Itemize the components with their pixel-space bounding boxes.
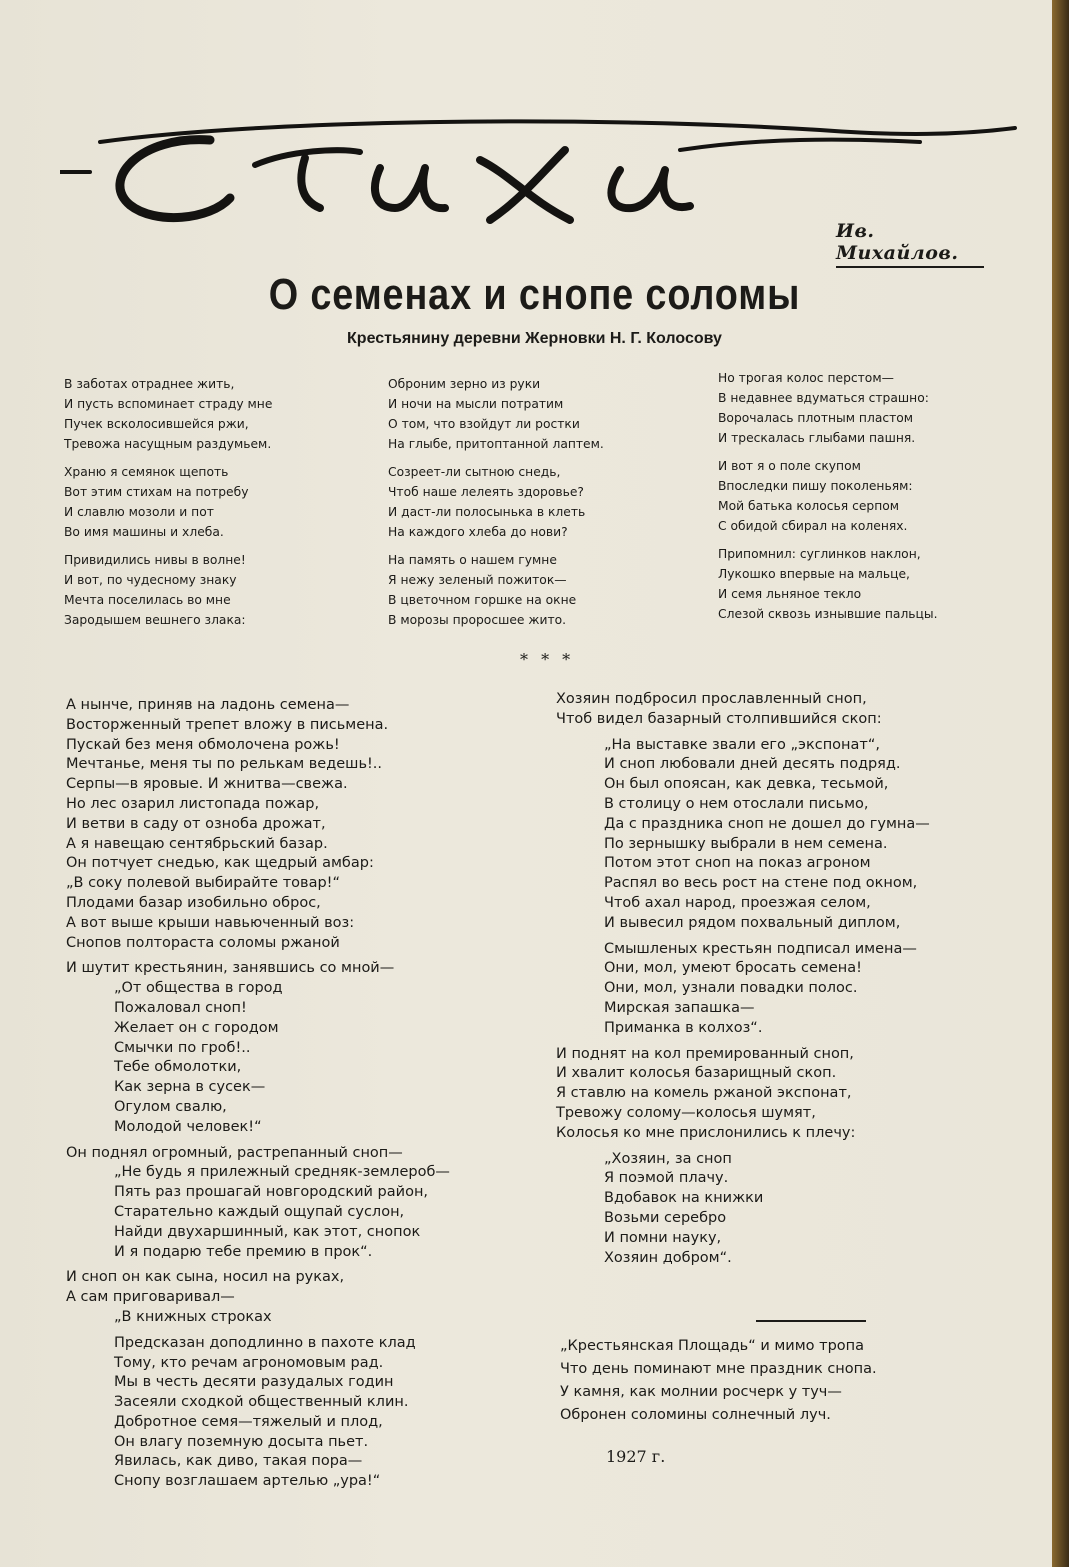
poem-line: Вдобавок на книжки — [604, 1190, 764, 1207]
poem-line: Как зерна в сусек— — [114, 1079, 266, 1096]
poem-line: В морозы проросшее жито. — [388, 613, 567, 627]
poem-line: Хозяин подбросил прославленный сноп, — [556, 691, 867, 707]
stanza — [64, 462, 272, 542]
poem-line: Мирская запашка— — [604, 999, 755, 1016]
poem-line: Пять раз прошагай новгородский район, — [114, 1184, 429, 1201]
poem-line: Лукошко впервые на мальце, — [718, 567, 910, 581]
poem-line: Предсказан доподлинно в пахоте клад — [114, 1334, 416, 1351]
calligraphic-heading — [60, 80, 1020, 240]
page-spine — [1052, 0, 1069, 1567]
poem-line: В столицу о нем отослали письмо, — [604, 795, 869, 812]
poem-line: И трескалась глыбами пашня. — [718, 431, 916, 445]
poem-line: Храню я семянок щепоть — [64, 465, 229, 479]
stanza — [64, 550, 272, 630]
poem-line: Во имя машины и хлеба. — [64, 525, 224, 539]
intro-column-1 — [64, 374, 272, 638]
poem-line: И семя льняное текло — [718, 587, 862, 601]
poem-line: И вот я о поле скупом — [718, 459, 861, 473]
poem-left-column — [66, 696, 450, 1492]
poem-line: И сноп он как сына, носил на руках, — [66, 1269, 345, 1286]
poem-line: Ворочалась плотным пластом — [718, 411, 914, 425]
poem-line: Колосья ко мне прислонились к плечу: — [556, 1124, 856, 1141]
poem-line: И сноп любовали дней десять подряд. — [604, 756, 901, 773]
stanza — [718, 368, 938, 448]
poem-line: У камня, как молнии росчерк у туч— — [560, 1384, 842, 1400]
poem-line: Мой батька колосья серпом — [718, 499, 900, 513]
poem-line: Снопу возглашаем артелью „ура!“ — [114, 1473, 381, 1490]
poem-line: Что день поминают мне праздник снопа. — [560, 1361, 877, 1377]
poem-line: Смычки по гроб!.. — [114, 1039, 251, 1056]
poem-line: Тревожа насущным раздумьем. — [64, 437, 272, 451]
author-name: Ив. Михайлов. — [836, 220, 984, 268]
poem-line: Серпы—в яровые. И жнитва—свежа. — [66, 776, 348, 793]
poem-line: Желает он с городом — [114, 1019, 279, 1036]
poem-line: „Хозяин, за сноп — [604, 1150, 732, 1167]
poem-line: И я подарю тебе премию в прок“. — [114, 1243, 373, 1260]
poem-line: В заботах отраднее жить, — [64, 377, 235, 391]
poem-line: „В соку полевой выбирайте товар!“ — [66, 875, 340, 892]
stanza — [388, 374, 604, 454]
poem-line: Тебе обмолотки, — [114, 1059, 242, 1076]
poem-line: Он потчует снедью, как щедрый амбар: — [66, 855, 374, 872]
poem-line: Плодами базар изобильно оброс, — [66, 894, 321, 911]
poem-line: Мечтанье, меня ты по релькам ведешь!.. — [66, 756, 383, 773]
poem-right-column — [556, 690, 930, 1268]
poem-line: Потом этот сноп на показ агроном — [604, 855, 871, 872]
poem-line: Он поднял огромный, растрепанный сноп— — [66, 1144, 403, 1161]
poem-line: Мы в честь десяти разудалых годин — [114, 1374, 394, 1391]
poem-line: В цветочном горшке на окне — [388, 593, 577, 607]
intro-column-2 — [388, 374, 604, 638]
poem-line: Обронен соломины солнечный луч. — [560, 1407, 831, 1423]
poem-line: Он влагу поземную досыта пьет. — [114, 1433, 369, 1450]
poem-line: Смышленых крестьян подписал имена— — [604, 940, 917, 957]
poem-line: Чтоб ахал народ, проезжая селом, — [604, 894, 871, 911]
poem-year: 1927 г. — [606, 1447, 666, 1466]
poem-line: А вот выше крыши навьюченный воз: — [66, 914, 355, 931]
closing-rule — [756, 1320, 866, 1322]
poem-line: Слезой сквозь изнывшие пальцы. — [718, 607, 938, 621]
poem-line: И даст-ли полосынька в клеть — [388, 505, 586, 519]
poem-line: Мечта поселилась во мне — [64, 593, 231, 607]
poem-line: Засеяли сходкой общественный клин. — [114, 1394, 409, 1411]
poem-line: Я ставлю на комель ржаной экспонат, — [556, 1085, 852, 1102]
poem-closing — [560, 1335, 877, 1427]
poem-line: А сам приговаривал— — [66, 1289, 235, 1306]
poem-line: Он был опоясан, как девка, тесьмой, — [604, 776, 889, 793]
poem-line: Пожаловал сноп! — [114, 999, 247, 1016]
poem-line: Чтоб видел базарный столпившийся скоп: — [556, 710, 882, 727]
poem-title: О семенах и снопе соломы — [268, 270, 801, 319]
section-separator: * * * — [520, 650, 575, 669]
poem-line: „В книжных строках — [114, 1308, 272, 1325]
intro-column-3 — [718, 368, 938, 632]
poem-line: Привидились нивы в волне! — [64, 553, 246, 567]
poem-line: Впоследки пишу поколеньям: — [718, 479, 913, 493]
poem-line: Приманка в колхоз“. — [604, 1019, 763, 1036]
poem-line: Но лес озарил листопада пожар, — [66, 795, 320, 812]
poem-line: Старательно каждый ощупай суслон, — [114, 1203, 405, 1220]
poem-line: Явилась, как диво, такая пора— — [114, 1453, 363, 1470]
poem-line: По зернышку выбрали в нем семена. — [604, 835, 888, 852]
poem-line: Они, мол, узнали повадки полос. — [604, 980, 858, 997]
poem-line: И помни науку, — [604, 1229, 722, 1246]
poem-line: И пусть вспоминает страду мне — [64, 397, 273, 411]
poem-line: Найди двухаршинный, как этот, снопок — [114, 1223, 421, 1240]
poem-line: Они, мол, умеют бросать семена! — [604, 960, 862, 977]
poem-line: Тревожу солому—колосья шумят, — [556, 1104, 816, 1121]
poem-line: Да с праздника сноп не дошел до гумна— — [604, 815, 930, 832]
poem-line: Припомнил: суглинков наклон, — [718, 547, 921, 561]
stanza — [718, 544, 938, 624]
poem-line: И шутит крестьянин, занявшись со мной— — [66, 960, 395, 977]
poem-line: На каждого хлеба до нови? — [388, 525, 568, 539]
poem-line: И ветви в саду от озноба дрожат, — [66, 815, 326, 832]
poem-line: Восторженный трепет вложу в письмена. — [66, 716, 389, 733]
poem-line: О том, что взойдут ли ростки — [388, 417, 580, 431]
poem-line: Зародышем вешнего злака: — [64, 613, 246, 627]
poem-line: „На выставке звали его „экспонат“, — [604, 736, 880, 753]
poem-line: „Крестьянская Площадь“ и мимо тропа — [560, 1338, 865, 1354]
poem-line: Хозяин добром“. — [604, 1249, 732, 1266]
poem-line: „От общества в город — [114, 980, 283, 997]
poem-line: Распял во весь рост на стене под окном, — [604, 875, 918, 892]
poem-line: И поднят на кол премированный сноп, — [556, 1045, 854, 1062]
poem-line: На глыбе, притоптанной лаптем. — [388, 437, 604, 451]
stanza — [388, 550, 604, 630]
poem-line: Пучек всколосившейся ржи, — [64, 417, 249, 431]
stanza — [388, 462, 604, 542]
poem-line: А я навещаю сентябрьский базар. — [66, 835, 328, 852]
poem-line: И ночи на мысли потратим — [388, 397, 564, 411]
poem-line: А нынче, приняв на ладонь семена— — [66, 697, 350, 713]
poem-line: Тому, кто речам агрономовым рад. — [114, 1354, 384, 1371]
poem-line: Возьми серебро — [604, 1209, 727, 1226]
dedication: Крестьянину деревни Жерновки Н. Г. Колосову — [347, 330, 722, 347]
poem-line: Огулом свалю, — [114, 1098, 227, 1115]
poem-line: Снопов полтораста соломы ржаной — [66, 934, 340, 951]
stanza — [64, 374, 272, 454]
stanza — [718, 456, 938, 536]
poem-line: И славлю мозоли и пот — [64, 505, 214, 519]
poem-line: Чтоб наше лелеять здоровье? — [388, 485, 584, 499]
poem-line: На память о нашем гумне — [388, 553, 557, 567]
poem-line: Молодой человек!“ — [114, 1118, 262, 1135]
poem-line: Созреет-ли сытною снедь, — [388, 465, 561, 479]
poem-line: И хвалит колосья базарищный скоп. — [556, 1065, 837, 1082]
poem-line: Добротное семя—тяжелый и плод, — [114, 1413, 383, 1430]
poem-line: В недавнее вдуматься страшно: — [718, 391, 929, 405]
poem-line: Пускай без меня обмолочена рожь! — [66, 736, 340, 753]
poem-line: „Не будь я прилежный средняк-землероб— — [114, 1164, 450, 1181]
poem-line: И вот, по чудесному знаку — [64, 573, 237, 587]
poem-line: Но трогая колос перстом— — [718, 371, 894, 385]
poem-line: С обидой сбирал на коленях. — [718, 519, 908, 533]
poem-line: Я поэмой плачу. — [604, 1170, 729, 1187]
poem-line: Вот этим стихам на потребу — [64, 485, 249, 499]
poem-line: И вывесил рядом похвальный диплом, — [604, 914, 901, 931]
poem-line: Я нежу зеленый пожиток— — [388, 573, 567, 587]
poem-line: Оброним зерно из руки — [388, 377, 541, 391]
